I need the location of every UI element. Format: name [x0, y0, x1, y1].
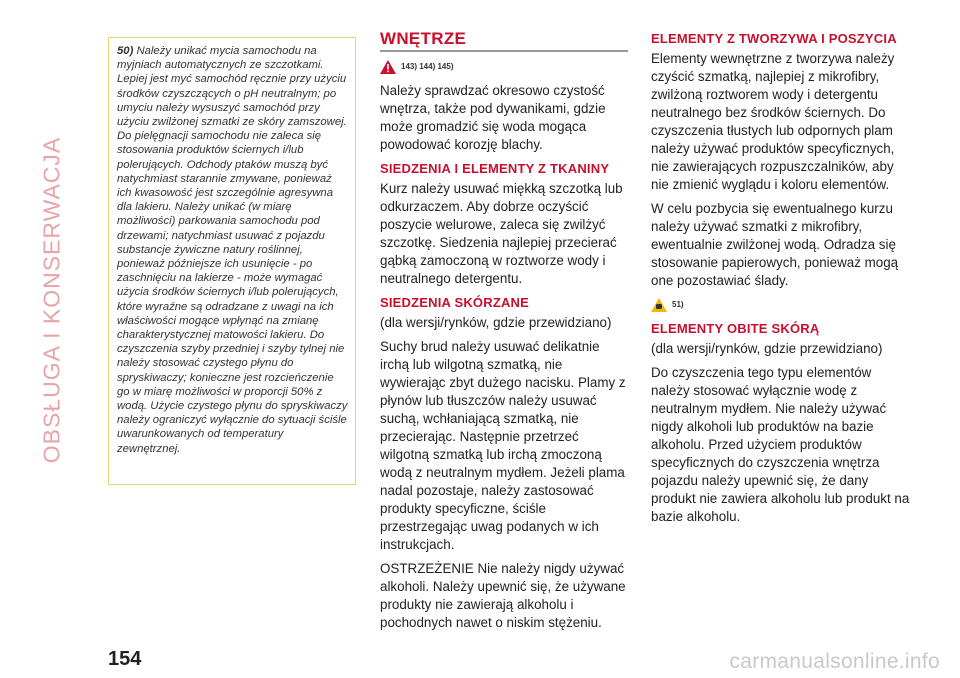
leather-elements-text: Do czyszczenia tego typu elementów należy stosować wyłącznie wodę z neutralnym mydłem. Nie należy używać nigdy alkoholi lub produktów na bazie alkoholu. Przed użyciem produktów specyficznych do czyszczenia wnętrza pojazdu należy upewnić się, że dany produkt nie zawiera alkoholu lub produkt na bazie alkoholu. — [651, 365, 910, 524]
seats-fabric-text: Kurz należy usuwać miękką szczotką lub odkurzaczem. Aby dobrze oczyścić poszycie welurowe, zaleca się zwilżyć szczotkę. Siedzenia najlepiej przecierać gąbką zamoczoną w roztworze wody i neutralnego detergentu. — [380, 181, 623, 286]
warning-refs — [380, 58, 628, 76]
interior-intro: Należy sprawdzać okresowo czystość wnętrza, także pod dywanikami, gdzie może gromadzić się woda mogąca powodować korozję blachy. — [380, 83, 606, 152]
leather-seats-title: SIEDZENIA SKÓRZANE — [380, 295, 530, 310]
leather-elements-version: (dla wersji/rynków, gdzie przewidziano) — [651, 341, 883, 356]
middle-column — [380, 30, 628, 638]
note-number: 50) — [117, 45, 134, 57]
watermark: carmanualsonline.info — [729, 650, 940, 673]
warning-refs-text: 143) 144) 145) — [401, 62, 454, 71]
chapter-side-title: OBSŁUGA I KONSERWACJA — [38, 136, 65, 464]
plastic-elements-title: ELEMENTY Z TWORZYWA I POSZYCIA — [651, 31, 897, 46]
seats-fabric-title: SIEDZENIA I ELEMENTY Z TKANINY — [380, 161, 610, 176]
caution-hand-icon — [651, 298, 667, 312]
section-title: WNĘTRZE — [380, 30, 628, 52]
warning-triangle-icon — [380, 60, 396, 74]
leather-seats-text: Suchy brud należy usuwać delikatnie irchą lub wilgotną szmatką, nie wywierając zbyt dużego nacisku. Plamy z płynów lub tłuszczów należy usuwać suchą, wchłaniającą szmatką, nie przecierając. Następnie przetrzeć wilgotną szmatką lub irchą zmoczoną wodą z neutralnym mydłem. Jeżeli plama nadal pozostaje, należy zastosować produkty specyficzne, ściśle przestrzegając uwag podanych w ich instrukcjach. — [380, 339, 626, 552]
leather-elements-title: ELEMENTY OBITE SKÓRĄ — [651, 321, 820, 336]
caution-ref-text: 51) — [672, 300, 684, 309]
right-column — [651, 30, 913, 532]
leather-seats-version: (dla wersji/rynków, gdzie przewidziano) — [380, 315, 612, 330]
note-text: Należy unikać mycia samochodu na myjniach automatycznych ze szczotkami. Lepiej jest myć samochód ręcznie przy użyciu środków czyszczących o pH neutralnym; po umyciu należy wysuszyć samochód przy użyciu zwilżonej szmatki ze skóry zamszowej. Do pielęgnacji samochodu nie zaleca się stosowania produktów ściernych i/lub polerujących. Odchody ptaków muszą być natychmiast starannie zmywane, ponieważ ich kwasowość jest szczególnie agresywna dla lakieru. Należy unikać (w miarę możliwości) parkowania samochodu pod drzewami; natychmiast usuwać z pojazdu substancje żywiczne natury roślinnej, ponieważ późniejsze ich usunięcie - po zaschnięciu na lakierze - może wymagać użycia środków ściernych i/lub polerujących, które wyraźne są odradzane z uwagi na ich właściwości mogące wpłynąć na zmianę charakterystycznej matowości lakieru. Do czyszczenia szyby przedniej i szyby tylnej nie należy stosować czystego płynu do spryskiwaczy; konieczne jest rozcieńczenie go w miarę możliwości w proporcji 50% z wodą. Użycie czystego płynu do spryskiwaczy należy ograniczyć wyłącznie do sytuacji ściśle uwarunkowanych od temperatury zewnętrznej. — [117, 45, 348, 455]
page-number: 154 — [108, 648, 142, 670]
plastic-elements-text-2: W celu pozbycia się ewentualnego kurzu należy używać szmatki z mikrofibry, ewentualnie zwilżonej wodą. Odradza się stosowanie papierowych, ponieważ mogą one pozostawiać ślady. — [651, 201, 899, 288]
warning-paragraph: OSTRZEŻENIE Nie należy nigdy używać alkoholi. Należy upewnić się, że używane produkty nie zawierają alkoholu i pochodnych nawet o niskim stężeniu. — [380, 561, 626, 630]
note-box — [108, 37, 356, 485]
caution-ref — [651, 296, 913, 314]
plastic-elements-text-1: Elementy wewnętrzne z tworzywa należy czyścić szmatką, najlepiej z mikrofibry, zwilżoną roztworem wody i detergentu neutralnego bez środków ściernych. Do czyszczenia tłustych lub odpornych plam należy używać produktów specyficznych, nie zawierających rozpuszczalników, aby nie zmienić wyglądu i koloru elementów. — [651, 51, 895, 192]
